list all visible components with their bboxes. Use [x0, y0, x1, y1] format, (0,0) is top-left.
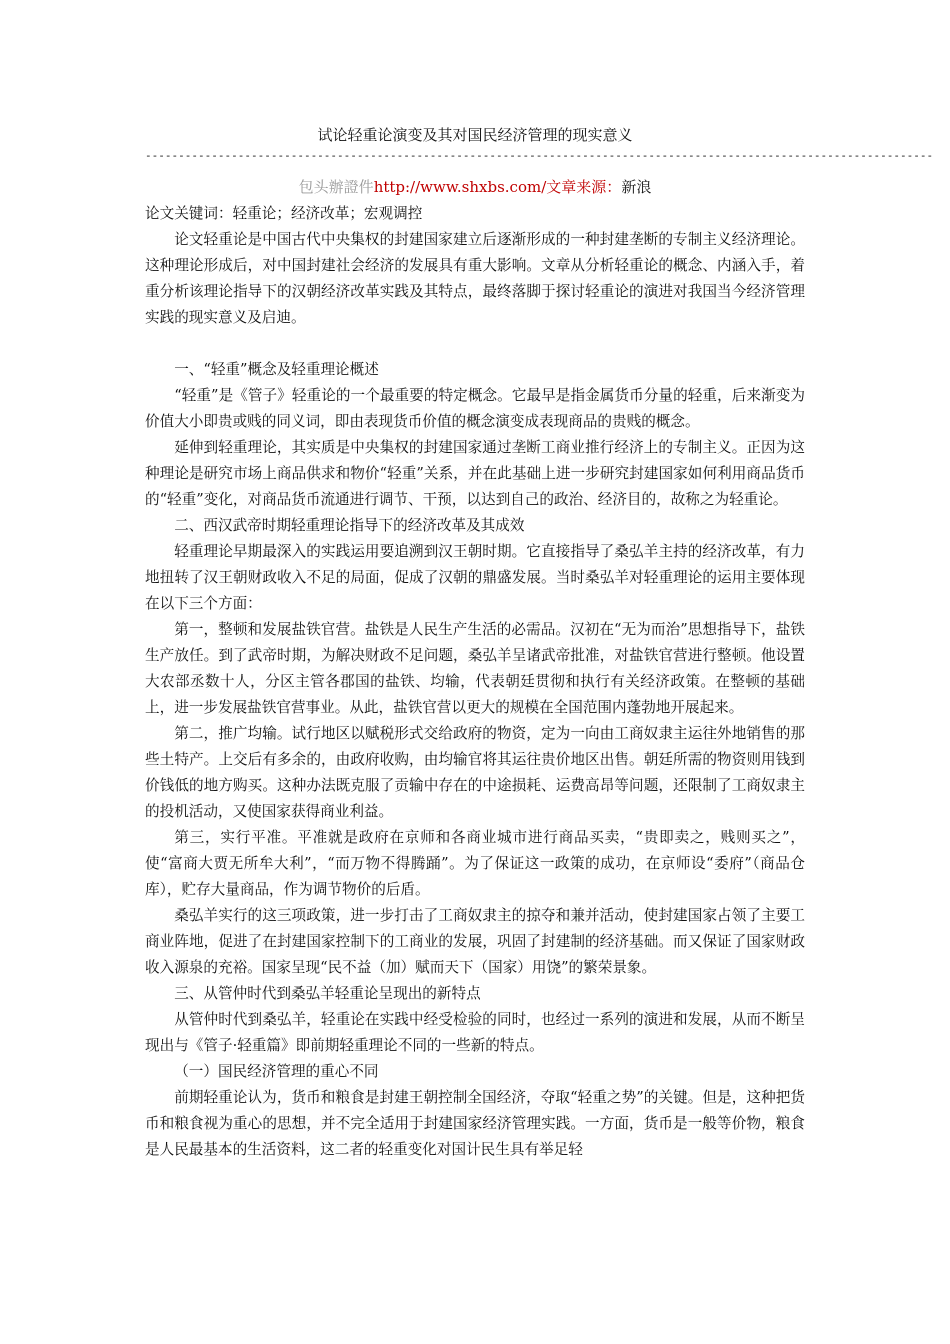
source-value: 新浪: [621, 178, 652, 196]
separator-line: -----------------------------------------------------------------------------------------------------------------------: [145, 149, 934, 162]
paragraph: 轻重理论早期最深入的实践运用要追溯到汉王朝时期。它直接指导了桑弘羊主持的经济改革，有力地扭转了汉王朝财政收入不足的局面，促成了汉朝的鼎盛发展。当时桑弘羊对轻重理论的运用主要体现在以下三个方面：: [145, 543, 805, 612]
subsection-heading: （一）国民经济管理的重心不同: [174, 1063, 379, 1080]
paragraph: 第一，整顿和发展盐铁官营。盐铁是人民生产生活的必需品。汉初在“无为而治”思想指导下，盐铁生产放任。到了武帝时期，为解决财政不足问题，桑弘羊呈诸武帝批准，对盐铁官营进行整顿。他设置大农部丞数十人，分区主管各郡国的盐铁、均输，代表朝廷贯彻和执行有关经济政策。在整顿的基础上，进一步发展盐铁官营事业。从此，盐铁官营以更大的规模在全国范围内蓬勃地开展起来。: [145, 621, 805, 716]
document-title: 试论轻重论演变及其对国民经济管理的现实意义: [317, 126, 633, 144]
section-heading-2: 二、西汉武帝时期轻重理论指导下的经济改革及其成效: [174, 517, 525, 534]
paragraph: 从管仲时代到桑弘羊，轻重论在实践中经受检验的同时，也经过一系列的演进和发展，从而不断呈现出与《管子·轻重篇》即前期轻重理论不同的一些新的特点。: [145, 1011, 805, 1054]
paragraph: 延伸到轻重理论，其实质是中央集权的封建国家通过垄断工商业推行经济上的专制主义。正因为这种理论是研究市场上商品供求和物价“轻重”关系，并在此基础上进一步研究封建国家如何利用商品货币的“轻重”变化，对商品货币流通进行调节、干预，以达到自己的政治、经济目的，故称之为轻重论。: [145, 439, 805, 508]
section-heading-3: 三、从管仲时代到桑弘羊轻重论呈现出的新特点: [174, 985, 481, 1002]
document-body: [145, 201, 805, 1163]
paragraph: “轻重”是《管子》轻重论的一个最重要的特定概念。它最早是指金属货币分量的轻重，后来渐变为价值大小即贵或贱的同义词，即由表现货币价值的概念演变成表现商品的贵贱的概念。: [145, 387, 805, 430]
paragraph: 前期轻重论认为，货币和粮食是封建王朝控制全国经济，夺取“轻重之势”的关键。但是，这种把货币和粮食视为重心的思想，并不完全适用于封建国家经济管理实践。一方面，货币是一般等价物，粮食是人民最基本的生活资料，这二者的轻重变化对国计民生具有举足轻: [145, 1089, 805, 1158]
keywords-line: 论文关键词：轻重论；经济改革；宏观调控: [145, 205, 423, 222]
paragraph: 第三，实行平准。平准就是政府在京师和各商业城市进行商品买卖，“贵即卖之，贱则买之”，使“富商大贾无所牟大利”，“而万物不得腾踊”。为了保证这一政策的成功，在京师设“委府”（商品仓库），贮存大量商品，作为调节物价的后盾。: [145, 829, 805, 898]
paragraph: 第二，推广均输。试行地区以赋税形式交给政府的物资，定为一向由工商奴隶主运往外地销售的那些土特产。上交后有多余的，由政府收购，由均输官将其运往贵价地区出售。朝廷所需的物资则用钱到价钱低的地方购买。这种办法既克服了贡输中存在的中途损耗、运费高昂等问题，还限制了工商奴隶主的投机活动，又使国家获得商业利益。: [145, 725, 805, 820]
paragraph: 桑弘羊实行的这三项政策，进一步打击了工商奴隶主的掠夺和兼并活动，使封建国家占领了主要工商业阵地，促进了在封建国家控制下的工商业的发展，巩固了封建制的经济基础。而又保证了国家财政收入源泉的充裕。国家呈现“民不益（加）赋而天下（国家）用饶”的繁荣景象。: [145, 907, 805, 976]
source-url-link[interactable]: http://www.shxbs.com/: [373, 178, 547, 196]
source-line: [145, 176, 805, 198]
source-site-name: 包头辦證件: [298, 178, 374, 196]
source-colon: ：: [606, 178, 622, 196]
abstract-paragraph: 论文轻重论是中国古代中央集权的封建国家建立后逐渐形成的一种封建垄断的专制主义经济理论。这种理论形成后，对中国封建社会经济的发展具有重大影响。文章从分析轻重论的概念、内涵入手，着重分析该理论指导下的汉朝经济改革实践及其特点，最终落脚于探讨轻重论的演进对我国当今经济管理实践的现实意义及启迪。: [145, 231, 805, 326]
blank-line: [145, 331, 805, 357]
source-label: 文章来源: [546, 178, 607, 196]
section-heading-1: 一、“轻重”概念及轻重理论概述: [174, 361, 379, 378]
